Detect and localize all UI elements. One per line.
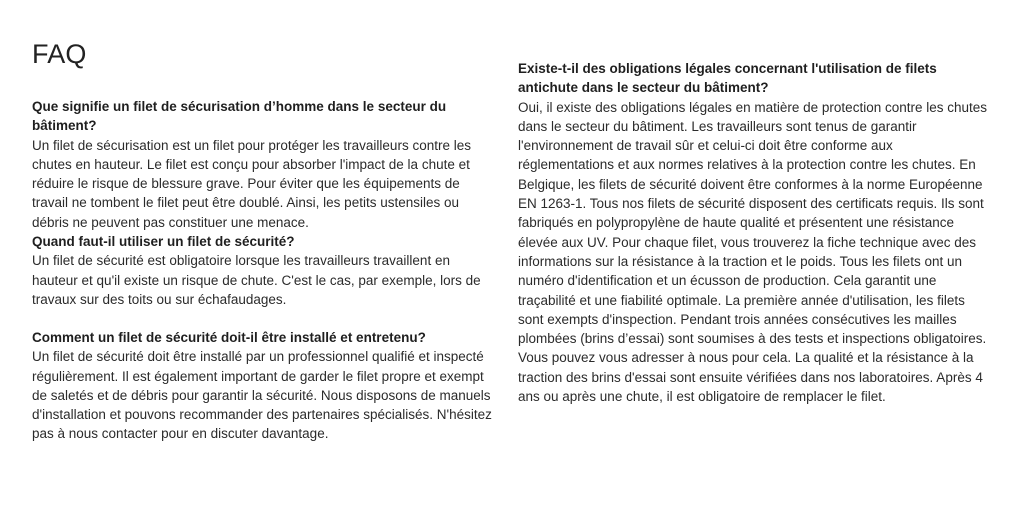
faq-question: Existe-t-il des obligations légales concernant l'utilisation de filets antichute dans le secteur du bâtiment?: [518, 61, 937, 96]
faq-item: [518, 59, 992, 406]
faq-item: [32, 328, 496, 444]
faq-question: Comment un filet de sécurité doit-il être installé et entretenu?: [32, 330, 426, 345]
faq-answer: Un filet de sécurisation est un filet pour protéger les travailleurs contre les chutes en hauteur. Le filet est conçu pour absorber l'impact de la chute et réduire le risque de blessure grave. Pour éviter que les équipements de travail ne tombent le filet peut être doublé. Ainsi, les petits ustensiles ou débris ne peuvent pas constituer une menace.: [32, 137, 471, 230]
faq-item: [32, 232, 496, 309]
page-title: FAQ: [32, 39, 87, 69]
faq-item: [32, 97, 496, 232]
faq-question: Quand faut-il utiliser un filet de sécurité?: [32, 234, 295, 249]
faq-answer: Un filet de sécurité doit être installé par un professionnel qualifié et inspecté régulièrement. Il est également important de garder le filet propre et exempt de saletés et de débris pour garantir la sécurité. Nous disposons de manuels d'installation et pouvons recommander des partenaires spécialisés. N'hésitez pas à nous contacter pour en discuter davantage.: [32, 349, 492, 442]
faq-answer: Oui, il existe des obligations légales en matière de protection contre les chutes dans le secteur du bâtiment. Les travailleurs sont tenus de garantir l'environnement de travail sûr et celui-ci doit être conforme aux réglementations et aux normes relatives à la protection contre les chutes. En Belgique, les filets de sécurité doivent être conformes à la norme Européenne EN 1263-1. Tous nos filets de sécurité disposent des certificats requis. Ils sont fabriqués en polypropylène de haute qualité et présentent une résistance élevée aux UV. Pour chaque filet, vous trouverez la fiche technique avec des informations sur la résistance à la traction et le poids. Tous les filets ont un numéro d'identification et un écusson de production. Cela garantit une traçabilité et une fiabilité optimale. La première année d'utilisation, les filets sont exempts d'inspection. Pendant trois années consécutives les mailles plombées (brins d’essai) sont soumises à des tests et inspections obligatoires. Vous pouvez vous adresser à nous pour cela. La qualité et la résistance à la traction des brins d'essai sont ensuite vérifiées dans nos laboratoires. Après 4 ans ou après une chute, il est obligatoire de remplacer le filet.: [518, 99, 988, 405]
faq-question: Que signifie un filet de sécurisation d’homme dans le secteur du bâtiment?: [32, 99, 447, 134]
faq-answer: Un filet de sécurité est obligatoire lorsque les travailleurs travaillent en hauteur et qu'il existe un risque de chute. C'est le cas, par exemple, lors de travaux sur des toits ou sur échafaudages.: [32, 253, 481, 307]
faq-page: [32, 0, 992, 507]
